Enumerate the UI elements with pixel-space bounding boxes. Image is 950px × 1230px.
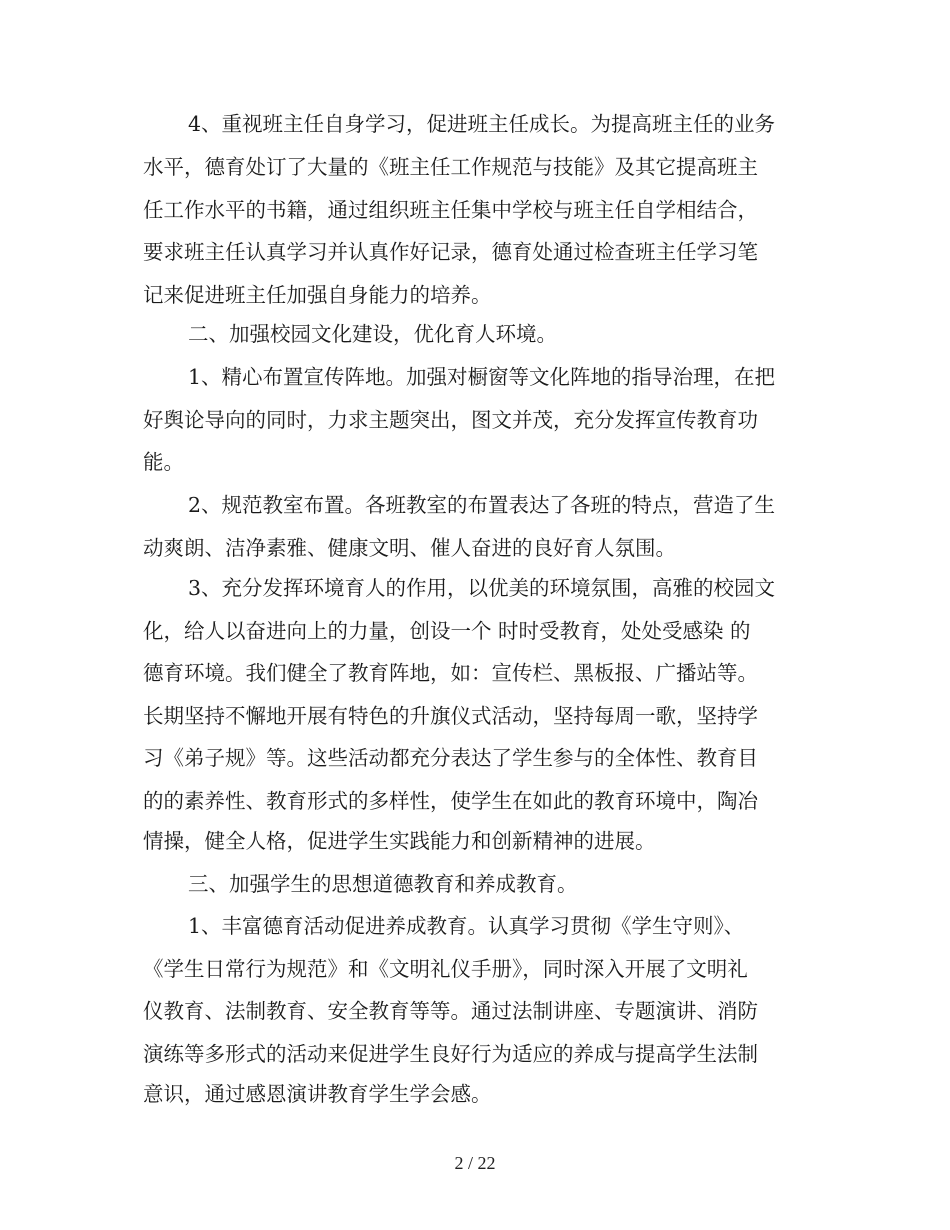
text-line: 演练等多形式的活动来促进学生良好行为适应的养成与提高学生法制 <box>143 1042 758 1066</box>
text-line: 仪教育、法制教育、安全教育等等。通过法制讲座、专题演讲、消防 <box>143 999 758 1023</box>
text-line: 4、重视班主任自身学习，促进班主任成长。为提高班主任的业务 <box>188 112 776 136</box>
text-line: 能。 <box>143 450 184 474</box>
text-line: 1、丰富德育活动促进养成教育。认真学习贯彻《学生守则》、 <box>188 914 745 938</box>
text-line: 要求班主任认真学习并认真作好记录，德育处通过检查班主任学习笔 <box>143 240 758 264</box>
text-line: 记来促进班主任加强自身能力的培养。 <box>143 283 492 307</box>
text-line: 德育环境。我们健全了教育阵地，如：宣传栏、黑板报、广播站等。 <box>143 661 758 685</box>
text-line: 二、加强校园文化建设，优化育人环境。 <box>188 322 557 346</box>
page-number: 2 / 22 <box>454 1153 496 1173</box>
text-line: 水平，德育处订了大量的《班主任工作规范与技能》及其它提高班主 <box>143 155 758 179</box>
text-line: 三、加强学生的思想道德教育和养成教育。 <box>188 872 578 896</box>
text-line: 好舆论导向的同时，力求主题突出，图文并茂，充分发挥宣传教育功 <box>143 408 758 432</box>
text-line: 2、规范教室布置。各班教室的布置表达了各班的特点，营造了生 <box>188 493 776 517</box>
text-line: 化，给人以奋进向上的力量，创设一个 时时受教育，处处受感染 的 <box>143 619 751 643</box>
text-line: 的的素养性、教育形式的多样性，使学生在如此的教育环境中，陶冶 <box>143 789 758 813</box>
text-line: 任工作水平的书籍，通过组织班主任集中学校与班主任自学相结合， <box>143 198 758 222</box>
text-line: 意识，通过感恩演讲教育学生学会感。 <box>143 1082 492 1106</box>
text-line: 1、精心布置宣传阵地。加强对橱窗等文化阵地的指导治理，在把 <box>188 365 776 389</box>
text-line: 动爽朗、洁净素雅、健康文明、催人奋进的良好育人氛围。 <box>143 536 676 560</box>
text-line: 长期坚持不懈地开展有特色的升旗仪式活动，坚持每周一歌，坚持学 <box>143 704 758 728</box>
text-line: 3、充分发挥环境育人的作用，以优美的环境氛围，高雅的校园文 <box>188 576 776 600</box>
text-line: 《学生日常行为规范》和《文明礼仪手册》，同时深入开展了文明礼 <box>143 957 748 981</box>
text-line: 情操，健全人格，促进学生实践能力和创新精神的进展。 <box>143 829 656 853</box>
text-line: 习《弟子规》等。这些活动都充分表达了学生参与的全体性、教育目 <box>143 746 758 770</box>
